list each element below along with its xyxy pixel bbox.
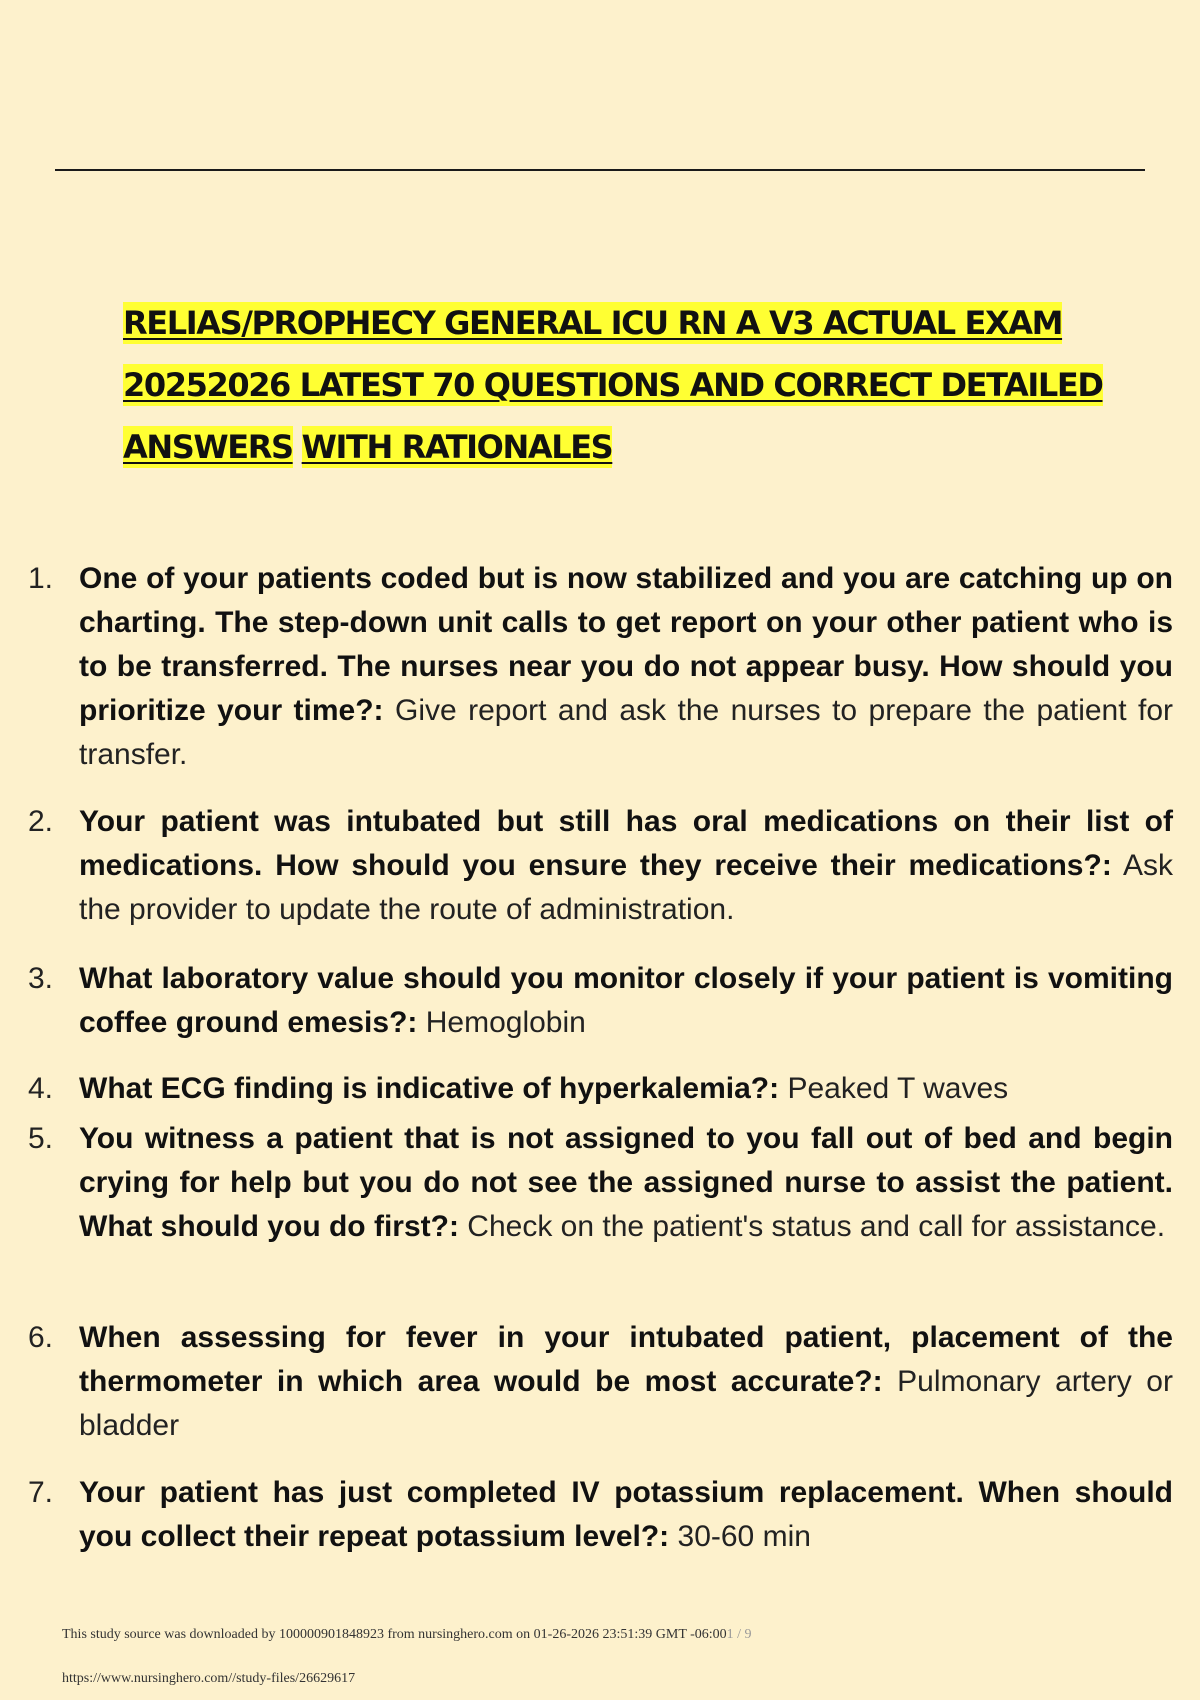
title-highlight: WITH RATIONALES <box>301 428 613 466</box>
question-text <box>79 1316 1173 1448</box>
question-prompt: What laboratory value should you monitor closely if your patient is vomiting coffee ground emesis?: <box>79 962 1173 1039</box>
question-answer: Hemoglobin <box>425 1006 586 1039</box>
question-number: 2. <box>28 805 54 838</box>
question-text <box>79 557 1173 777</box>
question-prompt: What ECG finding is indicative of hyperkalemia?: <box>79 1072 780 1105</box>
question-answer: Check on the patient's status and call for assistance. <box>467 1210 1166 1243</box>
question-item-7 <box>28 1471 1173 1559</box>
question-answer: Ask the provider to update the route of administration. <box>79 849 1173 926</box>
question-item-4 <box>28 1067 1173 1111</box>
question-prompt: Your patient has just completed IV potassium replacement. When should you collect their repeat potassium level?: <box>79 1476 1173 1553</box>
question-number: 6. <box>28 1321 54 1354</box>
question-number: 5. <box>28 1122 54 1155</box>
question-item-6 <box>28 1316 1173 1448</box>
question-answer: Pulmonary artery or bladder <box>79 1365 1173 1442</box>
question-text <box>79 957 1173 1045</box>
question-prompt: When assessing for fever in your intubated patient, placement of the thermometer in which area would be most accurate?: <box>79 1321 1173 1398</box>
question-number: 1. <box>28 562 54 595</box>
question-answer: Peaked T waves <box>787 1072 1009 1105</box>
question-text <box>79 1067 1173 1111</box>
question-number: 4. <box>28 1072 54 1105</box>
question-item-1 <box>28 557 1173 777</box>
question-answer: 30-60 min <box>677 1520 811 1553</box>
question-item-2 <box>28 800 1173 932</box>
question-item-5 <box>28 1117 1173 1249</box>
title-highlight: 20252026 LATEST 70 QUESTIONS AND CORRECT DETAILED <box>123 366 1103 404</box>
question-text <box>79 1117 1173 1249</box>
footer-page-indicator: 1 / 9 <box>726 1627 752 1642</box>
question-text <box>79 1471 1173 1559</box>
question-number: 3. <box>28 962 54 995</box>
question-item-3 <box>28 957 1173 1045</box>
footer-source-text: This study source was downloaded by 100000901848923 from nursinghero.com on 01-26-2026 23:51:39 GMT -06:00 <box>62 1627 727 1642</box>
question-prompt: You witness a patient that is not assigned to you fall out of bed and begin crying for help but you do not see the assigned nurse to assist the patient. What should you do first?: <box>79 1122 1173 1243</box>
title-highlight: ANSWERS <box>123 428 293 466</box>
question-prompt: Your patient was intubated but still has oral medications on their list of medications. How should you ensure they receive their medications?: <box>79 805 1173 882</box>
footer-source <box>62 1627 752 1643</box>
footer-url[interactable]: https://www.nursinghero.com//study-files/26629617 <box>62 1671 356 1686</box>
question-number: 7. <box>28 1476 54 1509</box>
title-highlight: RELIAS/PROPHECY GENERAL ICU RN A V3 ACTUAL EXAM <box>123 304 1063 342</box>
question-text <box>79 800 1173 932</box>
question-prompt: One of your patients coded but is now stabilized and you are catching up on charting. The step-down unit calls to get report on your other patient who is to be transferred. The nurses near you do not appear busy. How should you prioritize your time?: <box>79 562 1173 727</box>
question-answer: Give report and ask the nurses to prepare the patient for transfer. <box>79 694 1173 771</box>
